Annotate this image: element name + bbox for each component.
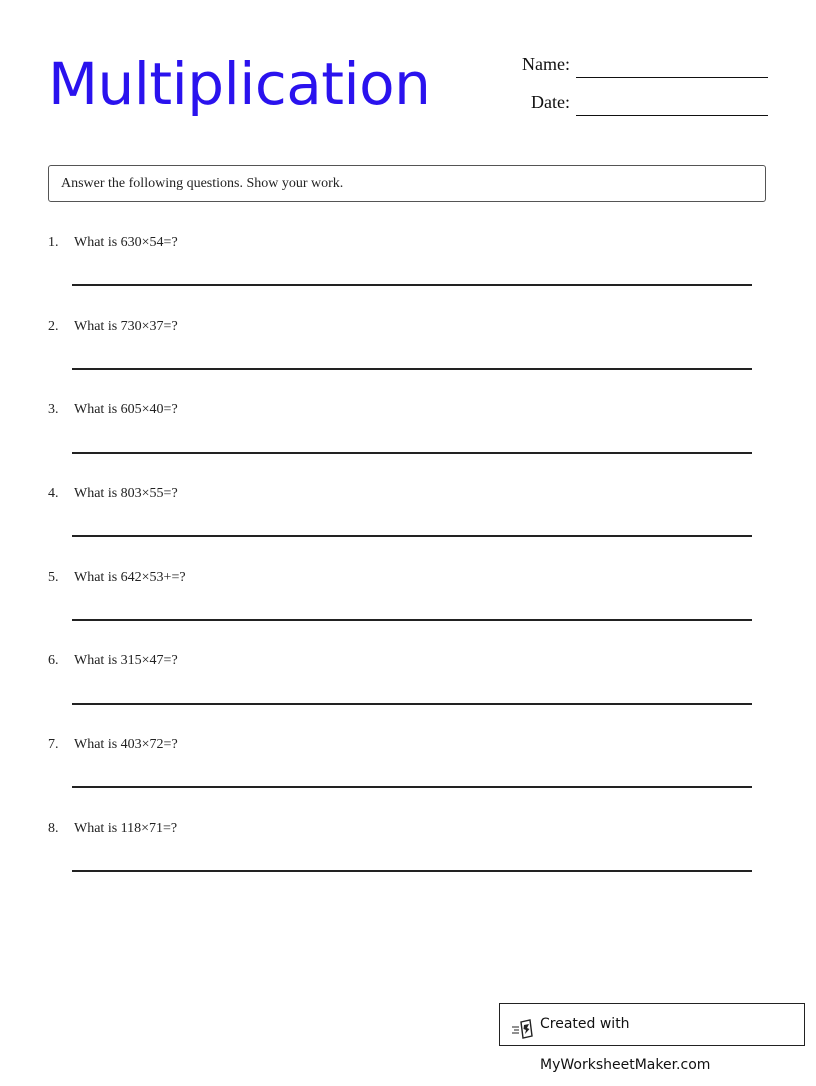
question-number: 8. [48, 821, 59, 836]
question-number: 1. [48, 235, 59, 250]
question-item-6 [48, 653, 752, 713]
question-item-3 [48, 402, 752, 462]
question-text: What is 605×40=? [74, 402, 178, 417]
question-text: What is 403×72=? [74, 737, 178, 752]
question-number: 2. [48, 319, 59, 334]
name-label: Name: [522, 54, 570, 74]
question-text: What is 315×47=? [74, 653, 178, 668]
date-blank-line[interactable] [576, 115, 768, 116]
question-number: 5. [48, 570, 59, 585]
answer-line[interactable] [72, 870, 752, 872]
question-number: 3. [48, 402, 59, 417]
date-label: Date: [531, 92, 570, 112]
name-field[interactable] [508, 50, 768, 78]
question-text: What is 803×55=? [74, 486, 178, 501]
question-text: What is 730×37=? [74, 319, 178, 334]
answer-line[interactable] [72, 619, 752, 621]
answer-line[interactable] [72, 535, 752, 537]
question-text: What is 630×54=? [74, 235, 178, 250]
answer-line[interactable] [72, 703, 752, 705]
question-text: What is 642×53+=? [74, 570, 186, 585]
answer-line[interactable] [72, 368, 752, 370]
worksheet-maker-logo-icon [511, 1015, 535, 1035]
question-item-8 [48, 821, 752, 881]
worksheet-title: Multiplication [48, 50, 431, 118]
instructions-box: Answer the following questions. Show your work. [48, 165, 766, 202]
question-item-4 [48, 486, 752, 546]
date-field[interactable] [508, 88, 768, 116]
question-number: 7. [48, 737, 59, 752]
question-item-7 [48, 737, 752, 797]
answer-line[interactable] [72, 786, 752, 788]
question-item-1 [48, 235, 752, 295]
answer-line[interactable] [72, 284, 752, 286]
question-item-2 [48, 319, 752, 379]
question-number: 6. [48, 653, 59, 668]
question-item-5 [48, 570, 752, 630]
credit-text: Created with MyWorksheetMaker.com [540, 1016, 711, 1073]
answer-line[interactable] [72, 452, 752, 454]
question-text: What is 118×71=? [74, 821, 178, 836]
name-blank-line[interactable] [576, 77, 768, 78]
created-with-badge[interactable] [499, 1003, 805, 1073]
question-number: 4. [48, 486, 59, 501]
